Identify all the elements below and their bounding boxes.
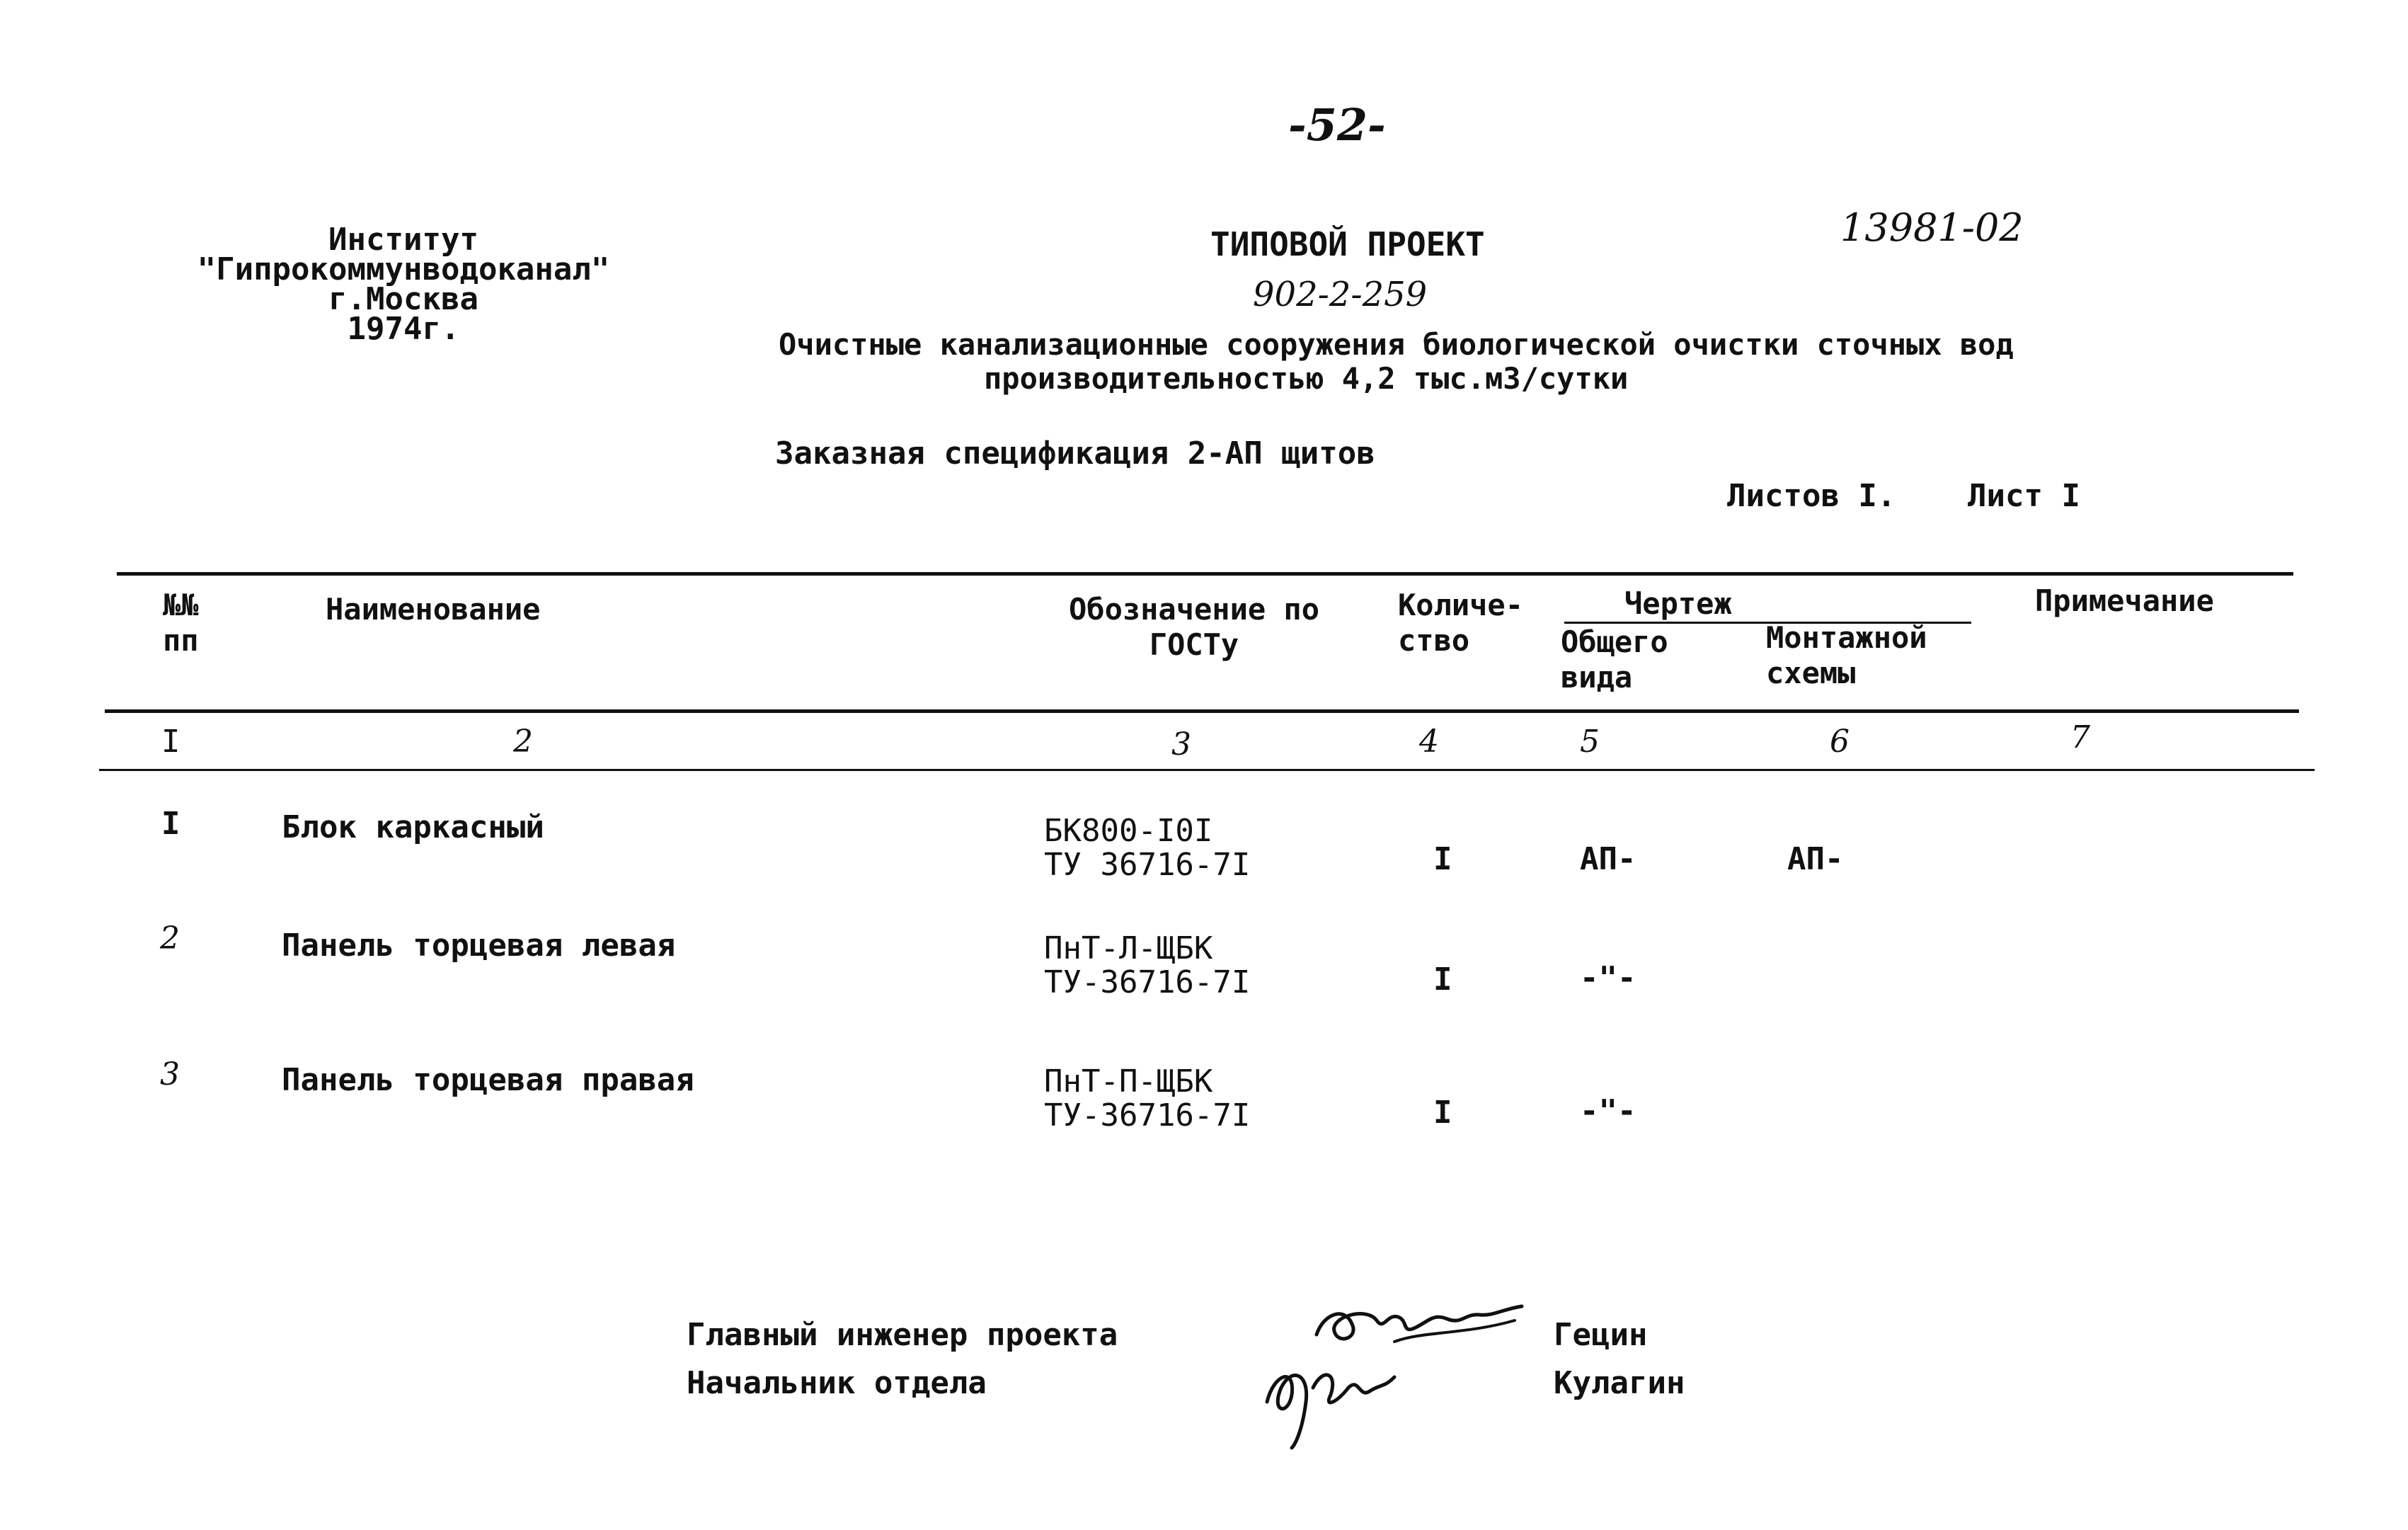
row-name: Блок каркасный — [282, 809, 544, 845]
header-designation: Обозначение по ГОСТу — [1069, 592, 1320, 662]
column-number: I — [161, 724, 180, 760]
header-general-view: Общего вида — [1561, 624, 1668, 695]
institute-year: 1974г. — [347, 311, 460, 347]
row-name: Панель торцевая левая — [282, 927, 676, 964]
row-num: I — [161, 806, 180, 842]
row-general-view: АП- — [1580, 841, 1636, 877]
column-number: 6 — [1830, 724, 1850, 760]
sheet-current: Лист I — [1968, 478, 2080, 514]
column-number: 2 — [513, 724, 533, 760]
row-quantity: I — [1433, 1095, 1452, 1131]
chief-engineer-name: Гецин — [1554, 1317, 1648, 1353]
institute-label: Институт — [328, 222, 478, 258]
institute-block — [184, 222, 623, 347]
head-of-department-signature — [1253, 1345, 1409, 1451]
header-drawing: Чертеж — [1624, 586, 1732, 621]
header-mounting: Монтажной схемы — [1766, 620, 1927, 690]
header-num: №№ пп — [163, 588, 199, 658]
table-top-rule — [117, 572, 2293, 576]
row-designation: ПнТ-П-ЩБК ТУ-36716-7I — [1044, 1063, 1251, 1134]
project-description-line2: производительностью 4,2 тыс.м3/сутки — [984, 361, 1629, 396]
header-quantity: Количе- ство — [1398, 588, 1524, 658]
column-number: 7 — [2070, 719, 2090, 755]
project-description-line1: Очистные канализационные сооружения биологической очистки сточных вод — [779, 327, 2014, 362]
header-bottom-rule — [105, 709, 2299, 713]
column-number: 5 — [1580, 724, 1600, 760]
header-note: Примечание — [2035, 583, 2214, 618]
spec-title: Заказная спецификация 2-АП щитов — [775, 435, 1375, 472]
column-number: 4 — [1419, 724, 1439, 760]
row-quantity: I — [1433, 841, 1452, 877]
row-designation: БК800-I0I ТУ 36716-7I — [1044, 813, 1251, 883]
row-num: 2 — [160, 920, 180, 957]
header-name: Наименование — [326, 592, 541, 627]
row-general-view: -"- — [1580, 960, 1636, 996]
chief-engineer-role: Главный инженер проекта — [687, 1317, 1118, 1353]
project-title: ТИПОВОЙ ПРОЕКТ — [1210, 225, 1485, 263]
column-number: 3 — [1171, 726, 1191, 763]
sheets-total: Листов I. — [1727, 478, 1896, 514]
row-name: Панель торцевая правая — [282, 1062, 694, 1098]
institute-city: г.Москва — [328, 281, 478, 317]
row-num: 3 — [160, 1056, 180, 1092]
institute-name: "Гипрокоммунводоканал" — [197, 251, 610, 287]
head-of-department-role: Начальник отдела — [687, 1365, 987, 1401]
row-general-view: -"- — [1580, 1093, 1636, 1129]
column-number-rule — [99, 769, 2315, 771]
row-quantity: I — [1433, 961, 1452, 998]
row-designation: ПнТ-Л-ЩБК ТУ-36716-7I — [1044, 930, 1251, 1000]
row-mounting: АП- — [1787, 841, 1844, 877]
head-of-department-name: Кулагин — [1554, 1365, 1685, 1401]
project-number: 13981-02 — [1840, 205, 2024, 250]
page-number: -52- — [1288, 99, 1386, 151]
project-code: 902-2-259 — [1253, 275, 1428, 314]
